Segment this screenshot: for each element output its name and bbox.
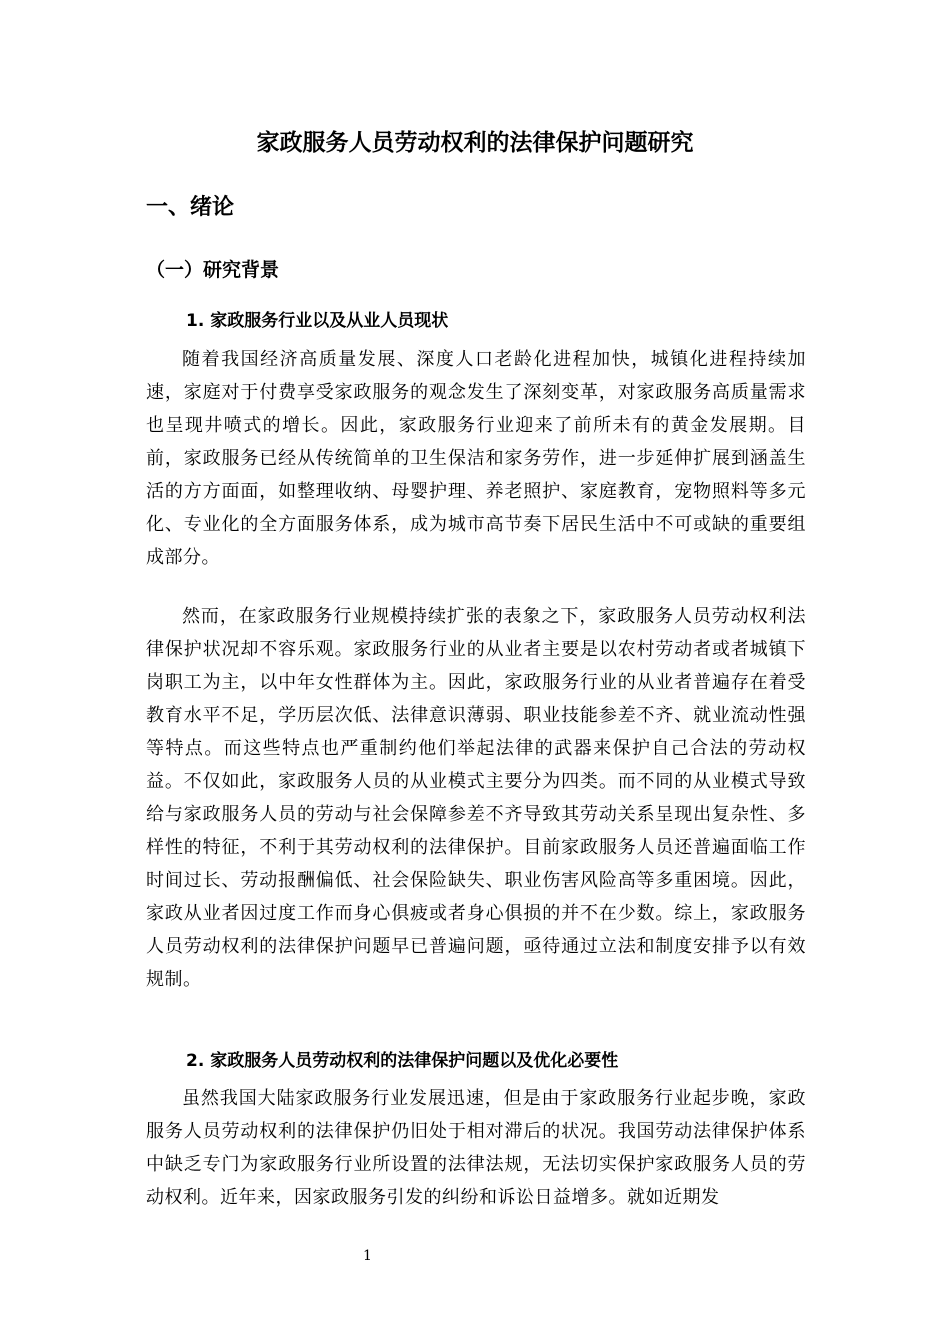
section-heading-introduction: 一、绪论 (146, 195, 235, 220)
page-number: 1 (363, 1248, 372, 1264)
subsection-heading-background: （一）研究背景 (146, 259, 280, 281)
document-title: 家政服务人员劳动权利的法律保护问题研究 (256, 130, 694, 156)
body-paragraph-2: 然而，在家政服务行业规模持续扩张的表象之下，家政服务人员劳动权利法律保护状况却不容乐观。家政服务行业的从业者主要是以农村劳动者或者城镇下岗职工为主，以中年女性群体为主。因此，家政服务行业的从业者普遍存在着受教育水平不足，学历层次低、法律意识薄弱、职业技能参差不齐、就业流动性强等特点。而这些特点也严重制约他们举起法律的武器来保护自己合法的劳动权益。不仅如此，家政服务人员的从业模式主要分为四类。而不同的从业模式导致给与家政服务人员的劳动与社会保障参差不齐导致其劳动关系呈现出复杂性、多样性的特征，不利于其劳动权利的法律保护。目前家政服务人员还普遍面临工作时间过长、劳动报酬偏低、社会保险缺失、职业伤害风险高等多重困境。因此，家政从业者因过度工作而身心俱疲或者身心俱损的并不在少数。综上，家政服务人员劳动权利的法律保护问题早已普遍问题，亟待通过立法和制度安排予以有效规制。 (146, 606, 806, 990)
item-heading-legal-protection: 2. 家政服务人员劳动权利的法律保护问题以及优化必要性 (186, 1051, 619, 1071)
body-paragraph-3: 虽然我国大陆家政服务行业发展迅速，但是由于家政服务行业起步晚，家政服务人员劳动权利的法律保护仍旧处于相对滞后的状况。我国劳动法律保护体系中缺乏专门为家政服务行业所设置的法律法规，无法切实保护家政服务人员的劳动权利。近年来，因家政服务引发的纠纷和诉讼日益增多。就如近期发 (146, 1088, 806, 1208)
item-heading-industry-status: 1. 家政服务行业以及从业人员现状 (186, 311, 449, 331)
body-paragraph-1: 随着我国经济高质量发展、深度人口老龄化进程加快，城镇化进程持续加速，家庭对于付费享受家政服务的观念发生了深刻变革，对家政服务高质量需求也呈现井喷式的增长。因此，家政服务行业迎来了前所未有的黄金发展期。目前，家政服务已经从传统简单的卫生保洁和家务劳作，进一步延伸扩展到涵盖生活的方方面面，如整理收纳、母婴护理、养老照护、家庭教育，宠物照料等多元化、专业化的全方面服务体系，成为城市高节奏下居民生活中不可或缺的重要组成部分。 (146, 349, 806, 568)
